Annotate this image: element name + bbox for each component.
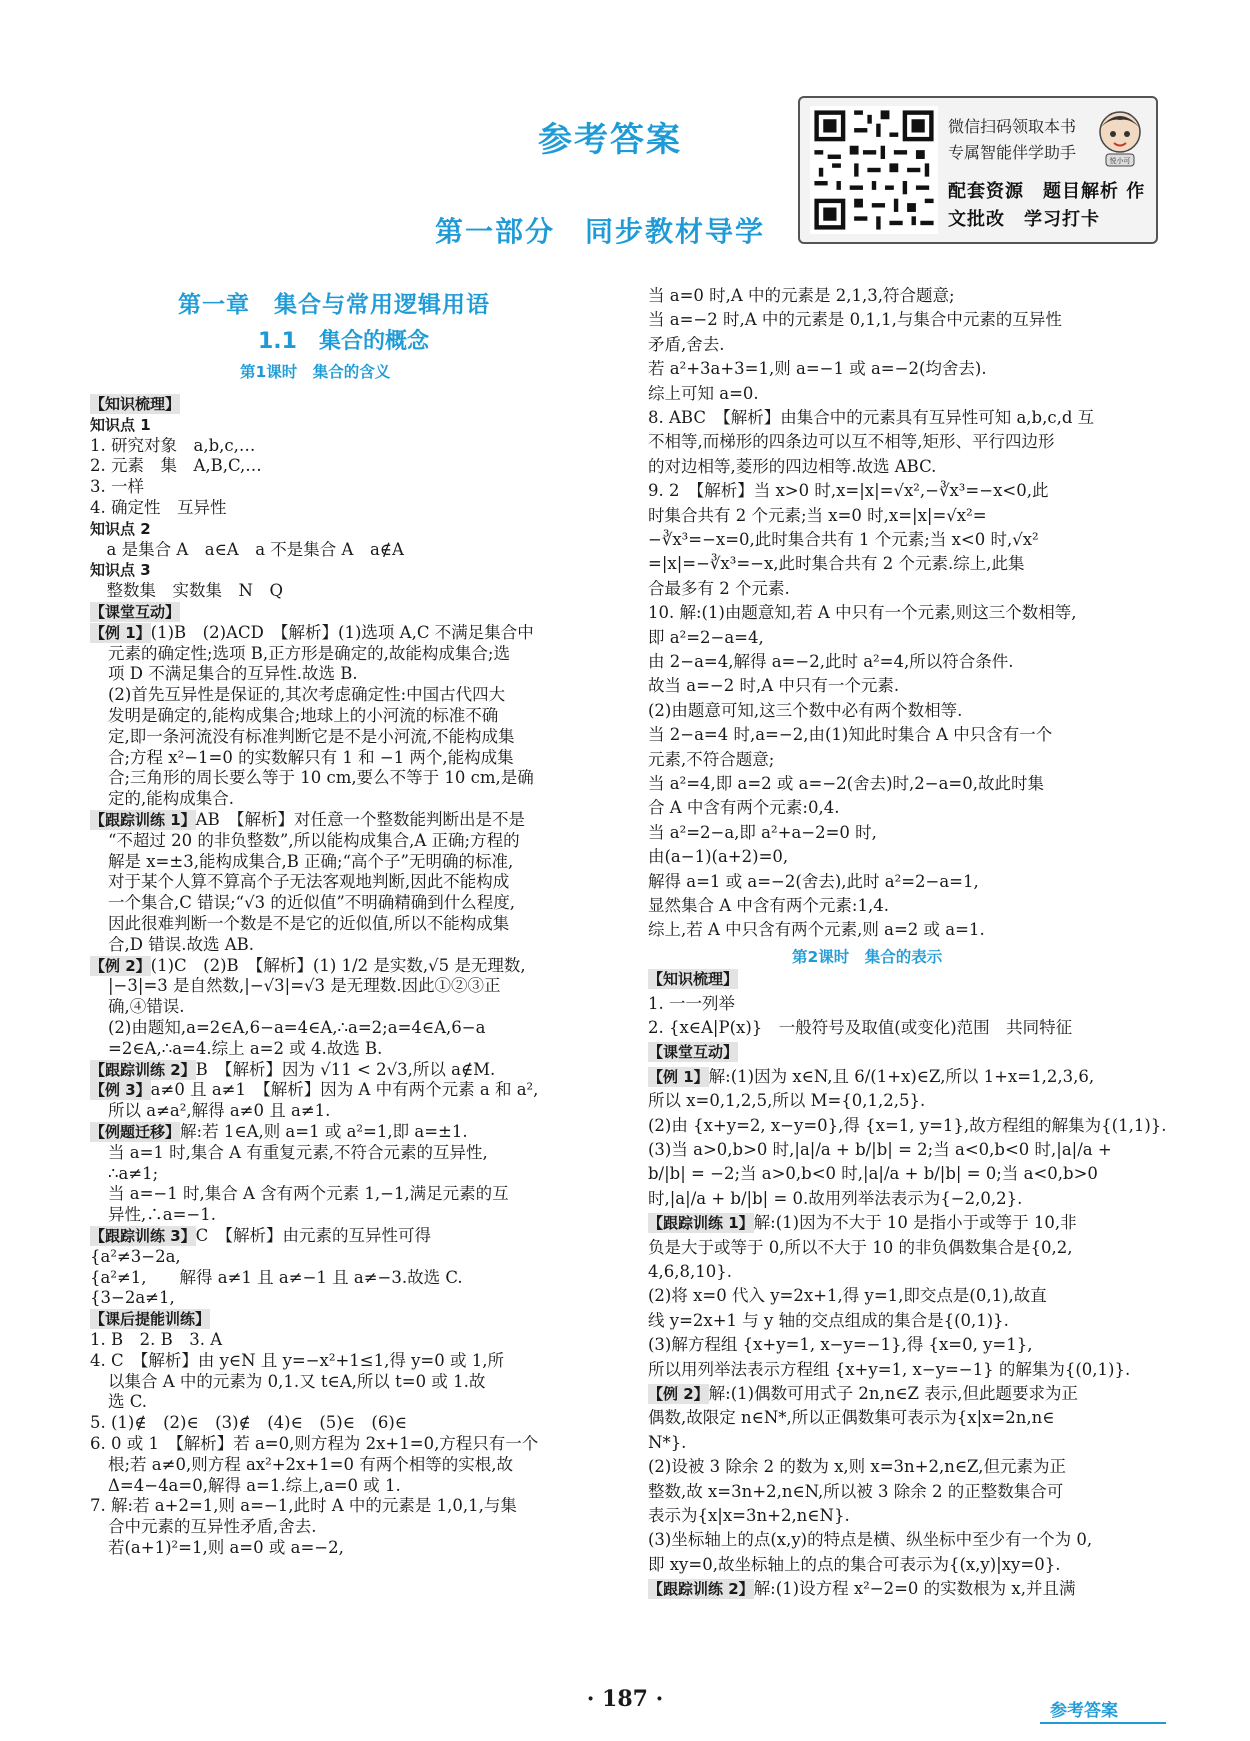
left-line: 以集合 A 中的元素为 0,1.又 t∈A,所以 t=0 或 1.故 — [108, 1371, 486, 1391]
right-line: 综上,若 A 中只含有两个元素,则 a=2 或 a=1. — [648, 920, 985, 940]
right-line: 9. 2 【解析】当 x>0 时,x=|x|=√x²,−∛x³=−x<0,此 — [648, 481, 1049, 501]
right-line: 当 a²=2−a,即 a²+a−2=0 时, — [648, 822, 877, 842]
right-line: 线 y=2x+1 与 y 轴的交点组成的集合是{(0,1)}. — [648, 1310, 1009, 1330]
section-title: 1.1 集合的概念 — [258, 329, 429, 354]
right-line: 当 a=0 时,A 中的元素是 2,1,3,符合题意; — [648, 286, 955, 305]
right-line: 元素,不符合题意; — [648, 749, 775, 769]
left-line: 1. B 2. B 3. A — [90, 1330, 223, 1349]
right-line: 表示为{x|x=3n+2,n∈N}. — [648, 1506, 850, 1525]
left-line: 合;方程 x²−1=0 的实数解只有 1 和 −1 两个,能构成集 — [108, 747, 514, 767]
right-line: 合 A 中含有两个元素:0,4. — [648, 798, 840, 818]
left-line: (2)首先互异性是保证的,其次考虑确定性:中国古代四大 — [108, 685, 506, 705]
left-line: 因此很难判断一个数是不是它的近似值,所以不能构成集 — [108, 914, 510, 933]
left-line: 7. 解:若 a+2=1,则 a=−1,此时 A 中的元素是 1,0,1,与集 — [90, 1496, 517, 1516]
left-line: 2. 元素 集 A,B,C,… — [90, 456, 262, 476]
left-line: 解是 x=±3,能构成集合,B 正确;“高个子”无明确的标准, — [108, 851, 514, 871]
right-line: 【课堂互动】 — [648, 1043, 739, 1062]
left-line: {a²≠1, 解得 a≠1 且 a≠−1 且 a≠−3.故选 C. — [90, 1267, 463, 1287]
right-line: 时,|a|/a + b/|b| = 0.故用列举法表示为{−2,0,2}. — [648, 1188, 1023, 1208]
left-line: =2∈A,∴a=4.综上 a=2 或 4.故选 B. — [108, 1038, 383, 1058]
right-line: 8. ABC 【解析】由集合中的元素具有互异性可知 a,b,c,d 互 — [648, 408, 1095, 427]
left-line: 选 C. — [108, 1392, 148, 1412]
left-line: 【课堂互动】 — [90, 603, 181, 621]
right-line: (3)当 a>0,b>0 时,|a|/a + b/|b| = 2;当 a<0,b<0 时,|a|/a + — [648, 1140, 1112, 1159]
right-line: 4,6,8,10}. — [648, 1262, 732, 1281]
right-line: 【例 2】解:(1)偶数可用式子 2n,n∈Z 表示,但此题要求为正 — [648, 1384, 1079, 1403]
left-line: 发明是确定的,能构成集合;地球上的小河流的标准不确 — [108, 706, 499, 725]
left-line: 根;若 a≠0,则方程 ax²+2x+1=0 有两个相等的实根,故 — [108, 1454, 513, 1474]
right-line: 时集合共有 2 个元素;当 x=0 时,x=|x|=√x²= — [648, 505, 987, 525]
right-line: (3)坐标轴上的点(x,y)的特点是横、纵坐标中至少有一个为 0, — [648, 1530, 1093, 1550]
part-title: 第一部分 同步教材导学 — [434, 215, 765, 248]
page-number: · 187 · — [586, 1686, 664, 1712]
right-line: 所以用列举法表示方程组 {x+y=1, x−y=−1} 的解集为{(0,1)}. — [648, 1359, 1131, 1379]
left-line: 元素的确定性;选项 B,正方形是确定的,故能构成集合;选 — [108, 643, 510, 663]
lesson-2-title: 第2课时 集合的表示 — [792, 947, 943, 966]
right-line: 若 a²+3a+3=1,则 a=−1 或 a=−2(均舍去). — [648, 359, 987, 379]
left-line: {a²≠3−2a, — [90, 1246, 181, 1266]
right-line: (2)设被 3 除余 2 的数为 x,则 x=3n+2,n∈Z,但元素为正 — [648, 1457, 1066, 1477]
right-line: 整数,故 x=3n+2,n∈N,所以被 3 除余 2 的正整数集合可 — [648, 1481, 1064, 1501]
qr-code-icon[interactable] — [810, 106, 938, 234]
qr-feature-tags: 配套资源 题目解析 作文批改 学习打卡 — [948, 181, 1146, 230]
right-line: 由(a−1)(a+2)=0, — [648, 847, 789, 867]
left-line: 【跟踪训练 1】AB 【解析】对任意一个整数能判断出是不是 — [90, 810, 525, 829]
left-line: 合,D 错误.故选 AB. — [108, 934, 254, 954]
right-line: 当 2−a=4 时,a=−2,由(1)知此时集合 A 中只含有一个 — [648, 725, 1053, 745]
right-line: (2)由题意可知,这三个数中必有两个数相等. — [648, 700, 963, 720]
right-line: 综上可知 a=0. — [648, 383, 759, 403]
right-line: b/|b| = −2;当 a>0,b<0 时,|a|/a + b/|b| = 0;当 a<0,b>0 — [648, 1164, 1098, 1184]
left-line: 项 D 不满足集合的互异性.故选 B. — [108, 664, 358, 684]
right-line: 所以 x=0,1,2,5,所以 M={0,1,2,5}. — [648, 1091, 926, 1111]
footer-rule — [1040, 1722, 1166, 1724]
left-line: 1. 研究对象 a,b,c,… — [90, 435, 256, 455]
right-line: (3)解方程组 {x+y=1, x−y=−1},得 {x=0, y=1}, — [648, 1335, 1033, 1355]
right-line: 即 a²=2−a=4, — [648, 627, 764, 647]
left-line: a 是集合 A a∈A a 不是集合 A a∉A — [90, 539, 404, 559]
right-line: 合最多有 2 个元素. — [648, 578, 790, 598]
qr-caption-line1: 微信扫码领取本书 — [948, 117, 1077, 136]
left-line: 6. 0 或 1 【解析】若 a=0,则方程为 2x+1=0,方程只有一个 — [90, 1434, 539, 1453]
right-line: 当 a=−2 时,A 中的元素是 0,1,1,与集合中元素的互异性 — [648, 310, 1062, 330]
right-line: 故当 a=−2 时,A 中只有一个元素. — [648, 676, 900, 696]
left-line: 【跟踪训练 3】C 【解析】由元素的互异性可得 — [90, 1226, 432, 1245]
right-line: 显然集合 A 中含有两个元素:1,4. — [648, 896, 889, 915]
left-line: Δ=4−4a=0,解得 a=1.综上,a=0 或 1. — [108, 1475, 401, 1495]
left-line: 知识点 3 — [90, 561, 151, 580]
right-line: N*}. — [648, 1432, 687, 1452]
left-line: (2)由题知,a=2∈A,6−a=4∈A,∴a=2;a=4∈A,6−a — [108, 1018, 486, 1037]
left-line: {3−2a≠1, — [90, 1288, 175, 1308]
left-line: 【例 2】(1)C (2)B 【解析】(1) 1/2 是实数,√5 是无理数, — [90, 955, 526, 975]
right-line: 偶数,故限定 n∈N*,所以正偶数集可表示为{x|x=2n,n∈ — [648, 1408, 1055, 1428]
left-line: 【跟踪训练 2】B 【解析】因为 √11 < 2√3,所以 a∉M. — [90, 1059, 496, 1079]
left-line: 合;三角形的周长要么等于 10 cm,要么不等于 10 cm,是确 — [108, 768, 534, 788]
right-line: 当 a²=4,即 a=2 或 a=−2(舍去)时,2−a=0,故此时集 — [648, 774, 1044, 793]
left-line: 知识点 1 — [90, 415, 151, 434]
left-line: 【知识梳理】 — [90, 395, 181, 413]
right-line: 即 xy=0,故坐标轴上的点的集合可表示为{(x,y)|xy=0}. — [648, 1554, 1061, 1574]
left-line: |−3|=3 是自然数,|−√3|=√3 是无理数.因此①②③正 — [108, 976, 501, 996]
left-line: “不超过 20 的非负整数”,所以能构成集合,A 正确;方程的 — [108, 830, 520, 850]
right-line: 解得 a=1 或 a=−2(舍去),此时 a²=2−a=1, — [648, 871, 979, 891]
left-line: 合中元素的互异性矛盾,舍去. — [108, 1517, 317, 1537]
right-line: 由 2−a=4,解得 a=−2,此时 a²=4,所以符合条件. — [648, 652, 1014, 671]
left-line: 4. C 【解析】由 y∈N 且 y=−x²+1≤1,得 y=0 或 1,所 — [90, 1350, 504, 1370]
qr-caption-line2: 专属智能伴学助手 — [948, 143, 1077, 162]
left-line: 4. 确定性 互异性 — [90, 498, 227, 517]
left-line: ∴a≠1; — [108, 1163, 159, 1183]
left-line: 一个集合,C 错误;“√3 的近似值”不明确精确到什么程度, — [108, 893, 516, 913]
mascot-label: 悦小可 — [1109, 157, 1131, 165]
right-line: 矛盾,舍去. — [648, 334, 725, 354]
left-line: 【例 1】(1)B (2)ACD 【解析】(1)选项 A,C 不满足集合中 — [90, 622, 534, 642]
left-line: 异性,∴a=−1. — [108, 1205, 216, 1225]
left-line: 定,即一条河流没有标准判断它是不是小河流,不能构成集 — [108, 726, 515, 746]
right-line: (2)由 {x+y=2, x−y=0},得 {x=1, y=1},故方程组的解集为{(1,1)}. — [648, 1115, 1167, 1135]
right-line: 【知识梳理】 — [648, 970, 739, 989]
left-line: 对于某个人算不算高个子无法客观地判断,因此不能构成 — [108, 872, 510, 892]
right-line: 10. 解:(1)由题意知,若 A 中只有一个元素,则这三个数相等, — [648, 603, 1077, 623]
right-line: 1. 一一列举 — [648, 993, 735, 1013]
qr-promo-box[interactable] — [798, 96, 1158, 244]
left-line: 3. 一样 — [90, 477, 144, 497]
right-line: 的对边相等,菱形的四边相等.故选 ABC. — [648, 456, 937, 476]
mascot-icon — [1090, 106, 1150, 176]
right-line: =|x|=−∛x³=−x,此时集合共有 2 个元素.综上,此集 — [648, 554, 1025, 574]
left-line: 所以 a≠a²,解得 a≠0 且 a≠1. — [108, 1101, 331, 1121]
left-line: 当 a=−1 时,集合 A 含有两个元素 1,−1,满足元素的互 — [108, 1184, 509, 1204]
left-line: 【课后提能训练】 — [90, 1310, 211, 1329]
lesson-1-title: 第1课时 集合的含义 — [240, 363, 391, 381]
right-line: 2. {x∈A|P(x)} 一般符号及取值(或变化)范围 共同特征 — [648, 1018, 1073, 1037]
right-line: 负是大于或等于 0,所以不大于 10 的非负偶数集合是{0,2, — [648, 1237, 1073, 1257]
left-line: 5. (1)∉ (2)∈ (3)∉ (4)∈ (5)∈ (6)∈ — [90, 1413, 408, 1433]
right-line: 不相等,而梯形的四条边可以互不相等,矩形、平行四边形 — [648, 432, 1055, 452]
right-line: −∛x³=−x=0,此时集合共有 1 个元素;当 x<0 时,√x² — [648, 530, 1039, 549]
left-line: 【例题迁移】解:若 1∈A,则 a=1 或 a²=1,即 a=±1. — [90, 1122, 468, 1141]
right-line: 【跟踪训练 2】解:(1)设方程 x²−2=0 的实数根为 x,并且满 — [648, 1579, 1076, 1599]
left-line: 定的,能构成集合. — [108, 789, 234, 809]
right-line: 【例 1】解:(1)因为 x∈N,且 6/(1+x)∈Z,所以 1+x=1,2,3,6, — [648, 1066, 1095, 1086]
left-line: 【例 3】a≠0 且 a≠1 【解析】因为 A 中有两个元素 a 和 a², — [90, 1080, 539, 1100]
left-line: 知识点 2 — [90, 519, 151, 538]
left-line: 若(a+1)²=1,则 a=0 或 a=−2, — [108, 1538, 344, 1557]
right-line: (2)将 x=0 代入 y=2x+1,得 y=1,即交点是(0,1),故直 — [648, 1286, 1047, 1306]
footer-label: 参考答案 — [1050, 1701, 1118, 1721]
page-title: 参考答案 — [538, 120, 682, 160]
left-line: 当 a=1 时,集合 A 有重复元素,不符合元素的互异性, — [108, 1142, 488, 1162]
left-line: 确,④错误. — [108, 997, 185, 1017]
left-line: 整数集 实数集 N Q — [90, 581, 283, 601]
chapter-title: 第一章 集合与常用逻辑用语 — [178, 292, 490, 318]
right-line: 【跟踪训练 1】解:(1)因为不大于 10 是指小于或等于 10,非 — [648, 1213, 1077, 1233]
